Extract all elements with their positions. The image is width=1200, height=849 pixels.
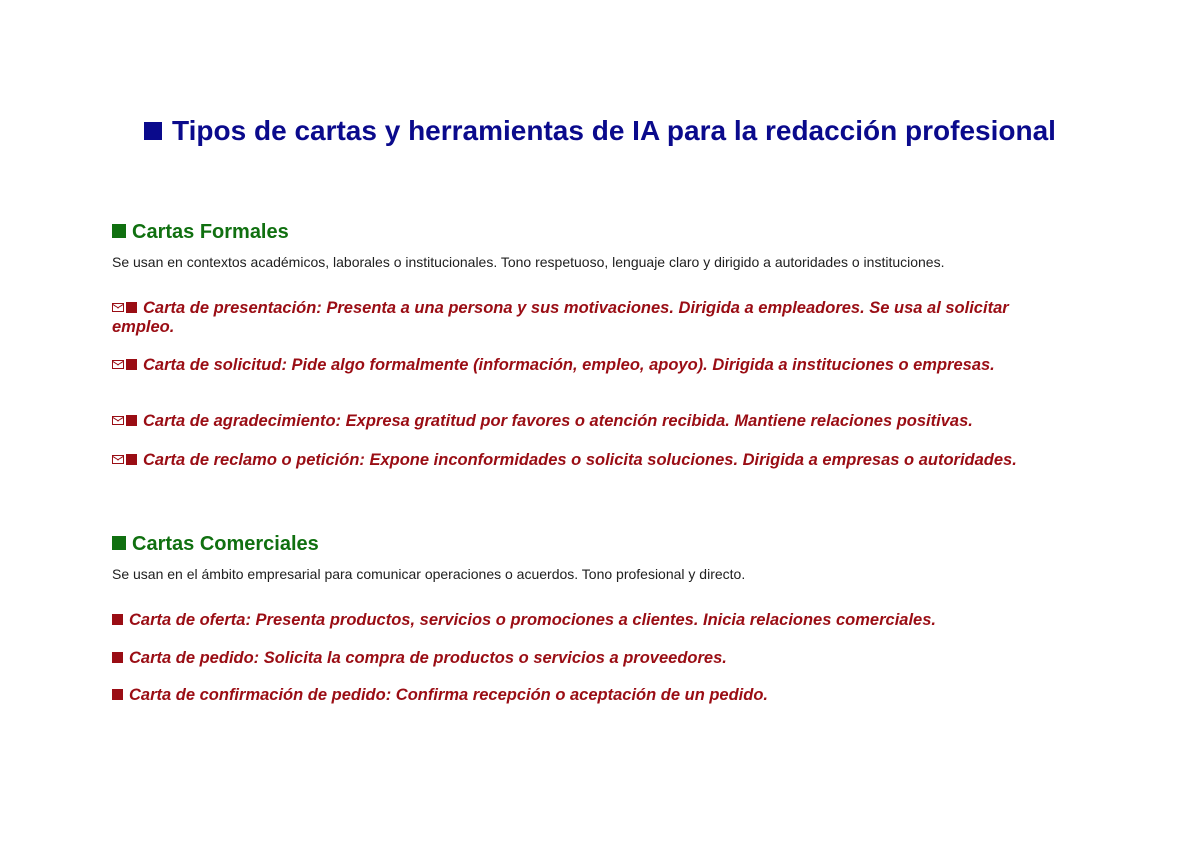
list-item-formales-3: [112, 412, 1072, 431]
envelope-icon: [112, 303, 124, 312]
square-icon: [126, 415, 137, 426]
square-icon: [126, 454, 137, 465]
list-item-formales-2: [112, 356, 1072, 375]
list-item-text: Carta de reclamo o petición: Expone inconformidades o solicita soluciones. Dirigida a empresas o autoridades.: [143, 451, 1017, 469]
square-icon: [144, 122, 162, 140]
list-item-text: Carta de oferta: Presenta productos, servicios o promociones a clientes. Inicia relaciones comerciales.: [129, 611, 936, 629]
square-icon: [112, 652, 123, 663]
list-item-comerciales-2: [112, 649, 1072, 668]
section-heading-text: Cartas Comerciales: [132, 533, 319, 555]
list-item-formales-4: [112, 451, 1072, 470]
square-icon: [112, 536, 126, 550]
list-item-comerciales-3: [112, 686, 1072, 705]
square-icon: [112, 689, 123, 700]
section-heading-formales: [112, 220, 289, 244]
list-item-comerciales-1: [112, 611, 1072, 630]
envelope-icon: [112, 416, 124, 425]
list-item-text: Carta de pedido: Solicita la compra de productos o servicios a proveedores.: [129, 649, 727, 667]
list-item-text: Carta de solicitud: Pide algo formalmente (información, empleo, apoyo). Dirigida a instituciones o empresas.: [143, 356, 995, 374]
section-heading-text: Cartas Formales: [132, 221, 289, 243]
square-icon: [112, 224, 126, 238]
section-heading-comerciales: [112, 532, 319, 556]
envelope-icon: [112, 455, 124, 464]
page-title: [110, 114, 1090, 147]
list-item-text: Carta de confirmación de pedido: Confirma recepción o aceptación de un pedido.: [129, 686, 769, 704]
page-title-text: Tipos de cartas y herramientas de IA para la redacción profesional: [172, 115, 1056, 146]
section-description-comerciales: Se usan en el ámbito empresarial para comunicar operaciones o acuerdos. Tono profesional y directo.: [112, 566, 746, 582]
square-icon: [126, 359, 137, 370]
list-item-formales-1: [112, 299, 1072, 337]
section-description-formales: Se usan en contextos académicos, laborales o institucionales. Tono respetuoso, lenguaje claro y dirigido a autoridades o instituciones.: [112, 254, 945, 270]
list-item-text: Carta de presentación: Presenta a una persona y sus motivaciones. Dirigida a empleadores. Se usa al solicitar empleo.: [112, 299, 1009, 336]
envelope-icon: [112, 360, 124, 369]
square-icon: [126, 302, 137, 313]
list-item-text: Carta de agradecimiento: Expresa gratitud por favores o atención recibida. Mantiene relaciones positivas.: [143, 412, 973, 430]
square-icon: [112, 614, 123, 625]
